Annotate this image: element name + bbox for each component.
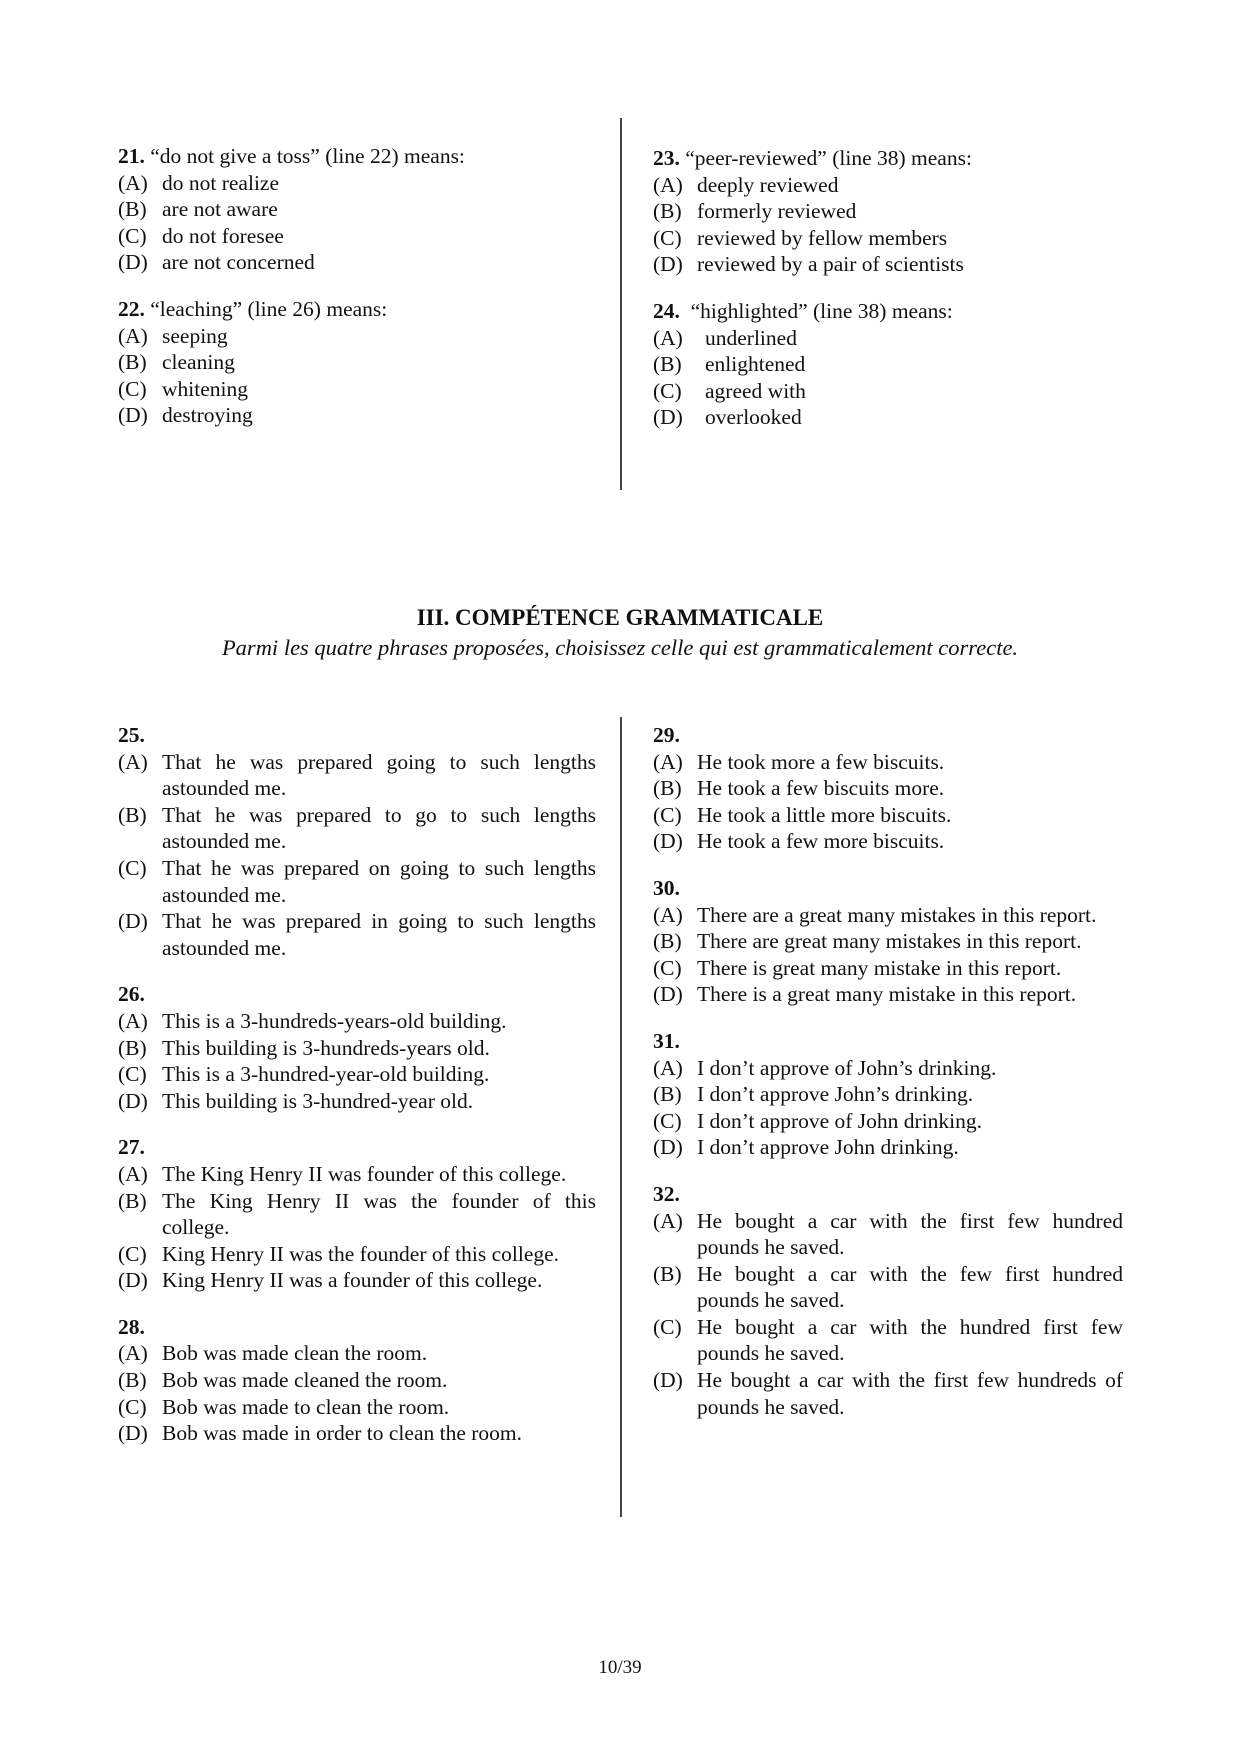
option-c[interactable]: (C) King Henry II was the founder of this college. (118, 1241, 560, 1266)
column-divider-top (620, 118, 622, 490)
option-c[interactable]: (C) There is great many mistake in this report. (653, 955, 1062, 980)
option-c[interactable]: (C) That he was prepared on going to such lengths astounded me. (118, 855, 596, 907)
option-b[interactable]: (B) cleaning (118, 350, 235, 375)
option-c[interactable]: (C) reviewed by fellow members (653, 225, 948, 250)
page-number: 10/39 (598, 1657, 642, 1678)
grammar-column-left (118, 722, 596, 1467)
option-d[interactable]: (D) King Henry II was a founder of this college. (118, 1268, 543, 1293)
question-23 (653, 145, 1133, 278)
option-d[interactable]: (D) overlooked (653, 405, 802, 430)
question-number: 31. (653, 1028, 680, 1053)
question-24 (653, 298, 1133, 431)
grammar-column-right (653, 722, 1123, 1440)
question-27 (118, 1134, 596, 1294)
option-b[interactable]: (B) I don’t approve John’s drinking. (653, 1082, 974, 1107)
option-a[interactable]: (A) There are a great many mistakes in this report. (653, 902, 1097, 927)
option-c[interactable]: (C) He took a little more biscuits. (653, 802, 952, 827)
option-c[interactable]: (C) Bob was made to clean the room. (118, 1394, 450, 1419)
question-31 (653, 1028, 1123, 1161)
option-a[interactable]: (A) That he was prepared going to such lengths astounded me. (118, 749, 596, 801)
option-a[interactable]: (A) deeply reviewed (653, 172, 839, 197)
option-b[interactable]: (B) This building is 3-hundreds-years old. (118, 1035, 490, 1060)
question-number: 30. (653, 875, 680, 900)
question-number: 23. (653, 146, 680, 170)
question-number: 24. (653, 298, 680, 323)
option-a[interactable]: (A) He took more a few biscuits. (653, 749, 945, 774)
section-title: III. COMPÉTENCE GRAMMATICALE (416, 605, 824, 630)
question-stem: “do not give a toss” (line 22) means: (144, 144, 465, 168)
question-number: 32. (653, 1181, 680, 1206)
question-21 (118, 143, 598, 276)
option-b[interactable]: (B) formerly reviewed (653, 199, 857, 224)
option-d[interactable]: (D) There is a great many mistake in this report. (653, 982, 1077, 1007)
option-d[interactable]: (D) are not concerned (118, 250, 315, 275)
question-number: 28. (118, 1314, 145, 1339)
section-instructions: Parmi les quatre phrases proposées, choisissez celle qui est grammaticalement correcte. (221, 635, 1019, 660)
question-32 (653, 1181, 1123, 1420)
question-30 (653, 875, 1123, 1008)
question-stem: “highlighted” (line 38) means: (679, 298, 953, 323)
option-d[interactable]: (D) Bob was made in order to clean the room. (118, 1421, 523, 1446)
vocab-column-left (118, 143, 598, 449)
question-number: 29. (653, 723, 680, 747)
option-b[interactable]: (B) enlightened (653, 352, 806, 377)
option-b[interactable]: (B) He bought a car with the few first hundred pounds he saved. (653, 1261, 1123, 1313)
question-number: 26. (118, 982, 145, 1007)
column-divider-bottom (620, 717, 622, 1517)
option-b[interactable]: (B) There are great many mistakes in this report. (653, 929, 1082, 954)
question-26 (118, 981, 596, 1114)
option-d[interactable]: (D) That he was prepared in going to such lengths astounded me. (118, 909, 596, 960)
option-a[interactable]: (A) seeping (118, 323, 228, 348)
question-number: 25. (118, 723, 145, 747)
vocab-column-right (653, 145, 1133, 451)
option-d[interactable]: (D) He bought a car with the first few hundreds of pounds he saved. (653, 1368, 1123, 1419)
question-number: 21. (118, 144, 145, 168)
option-a[interactable]: (A) Bob was made clean the room. (118, 1341, 428, 1366)
question-22 (118, 296, 598, 429)
option-b[interactable]: (B) The King Henry II was the founder of this college. (118, 1188, 596, 1240)
option-b[interactable]: (B) are not aware (118, 197, 278, 222)
option-a[interactable]: (A) The King Henry II was founder of this college. (118, 1161, 567, 1186)
option-c[interactable]: (C) whitening (118, 376, 248, 401)
option-b[interactable]: (B) He took a few biscuits more. (653, 776, 945, 801)
question-25 (118, 722, 596, 961)
option-c[interactable]: (C) do not foresee (118, 223, 284, 248)
option-d[interactable]: (D) He took a few more biscuits. (653, 829, 945, 854)
question-29 (653, 722, 1123, 855)
option-a[interactable]: (A) underlined (653, 325, 797, 350)
option-c[interactable]: (C) He bought a car with the hundred first few pounds he saved. (653, 1314, 1123, 1366)
option-d[interactable]: (D) This building is 3-hundred-year old. (118, 1088, 474, 1113)
option-c[interactable]: (C) This is a 3-hundred-year-old building. (118, 1062, 490, 1087)
option-d[interactable]: (D) destroying (118, 403, 253, 428)
option-a[interactable]: (A) do not realize (118, 170, 280, 195)
question-number: 22. (118, 296, 145, 321)
option-b[interactable]: (B) Bob was made cleaned the room. (118, 1368, 448, 1393)
option-a[interactable]: (A) This is a 3-hundreds-years-old building. (118, 1008, 507, 1033)
option-c[interactable]: (C) agreed with (653, 378, 806, 403)
option-d[interactable]: (D) I don’t approve John drinking. (653, 1135, 959, 1160)
question-stem: “leaching” (line 26) means: (144, 296, 388, 321)
question-number: 27. (118, 1135, 145, 1160)
option-a[interactable]: (A) He bought a car with the first few hundred pounds he saved. (653, 1208, 1123, 1260)
option-c[interactable]: (C) I don’t approve of John drinking. (653, 1108, 983, 1133)
option-a[interactable]: (A) I don’t approve of John’s drinking. (653, 1055, 997, 1080)
option-b[interactable]: (B) That he was prepared to go to such lengths astounded me. (118, 802, 596, 854)
question-28 (118, 1314, 596, 1447)
option-d[interactable]: (D) reviewed by a pair of scientists (653, 252, 964, 277)
question-stem: “peer-reviewed” (line 38) means: (679, 146, 972, 170)
